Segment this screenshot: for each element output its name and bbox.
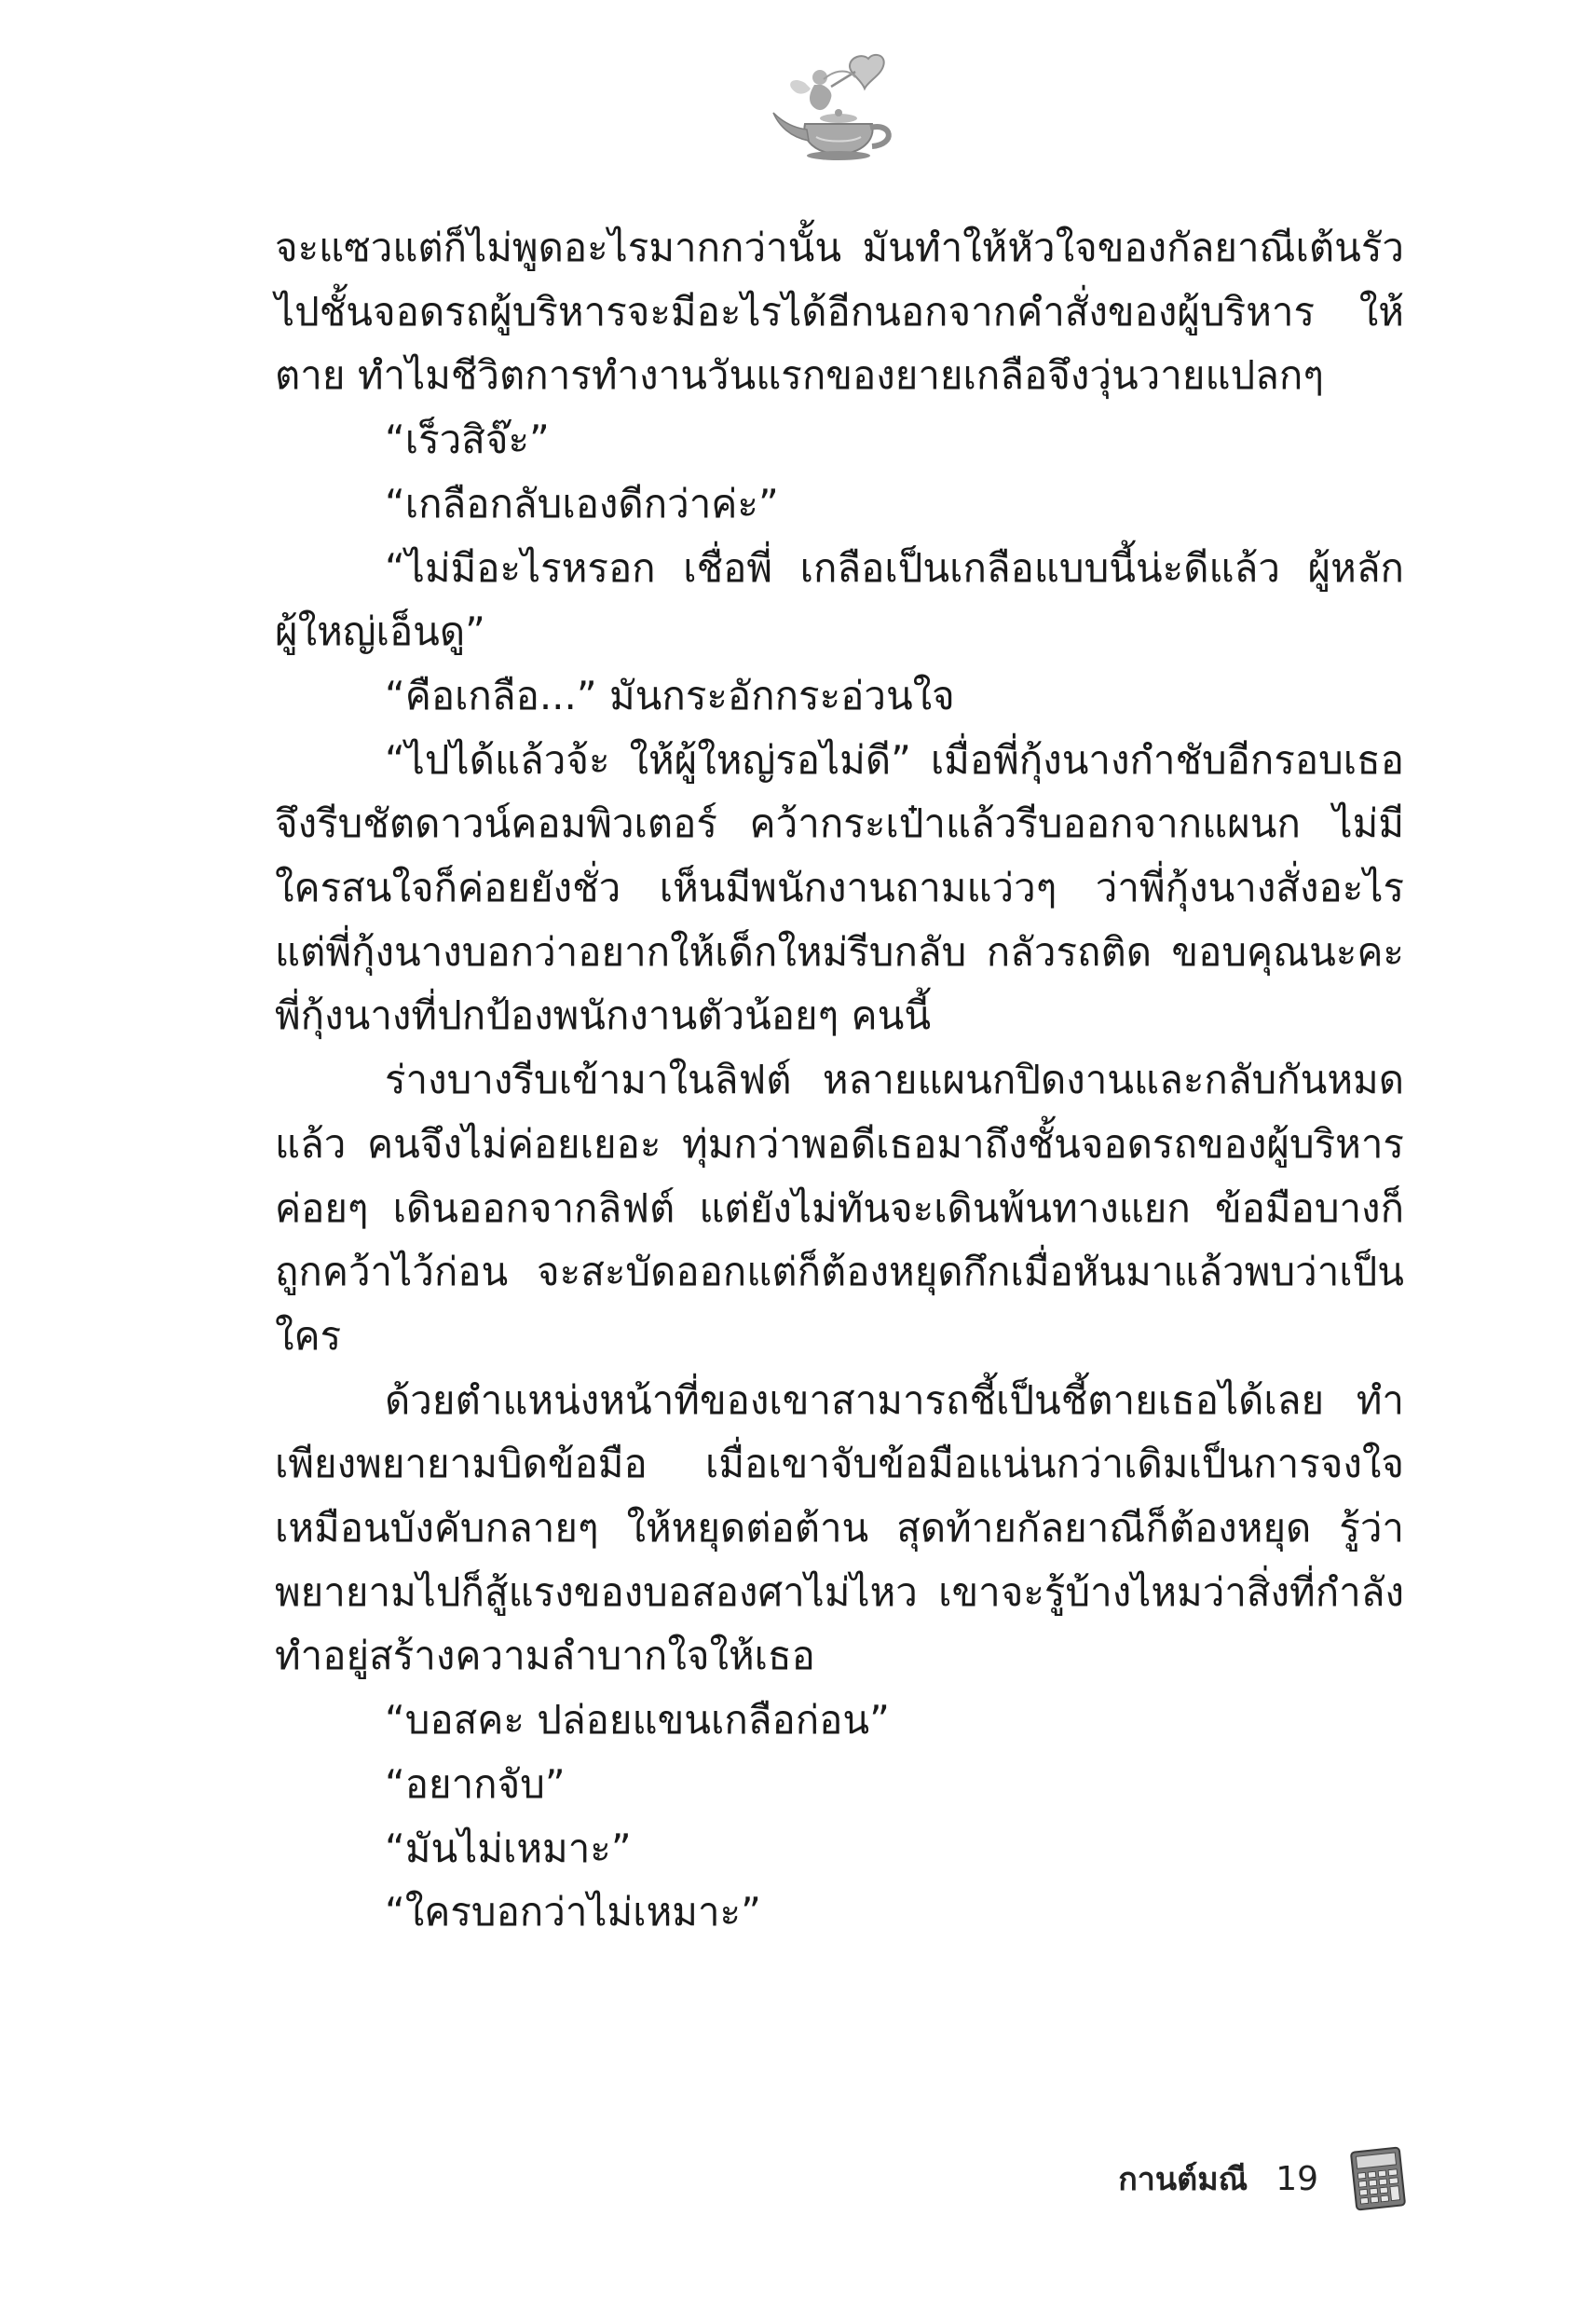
teapot-cupid-ornament-icon [764, 51, 904, 163]
paragraph: “อยากจับ” [385, 1760, 566, 1807]
paragraph: “ไม่มีอะไรหรอก เชื่อพี่ เกลือเป็นเกลือแบบนี้น่ะดีแล้ว ผู้หลักผู้ใหญ่เอ็นดู” [275, 544, 1404, 655]
author-name: กานต์มณี [1118, 2161, 1248, 2198]
paragraph: “มันไม่เหมาะ” [385, 1825, 632, 1871]
page-footer [1118, 2141, 1410, 2216]
paragraph: ด้วยตำแหน่งหน้าที่ของเขาสามารถชี้เป็นชี้ตายเธอได้เลย ทำเพียงพยายามบิดข้อมือ เมื่อเขาจับข้อมือแน่นกว่าเดิมเป็นการจงใจเหมือนบังคับกลายๆ ให้หยุดต่อต้าน สุดท้ายกัลยาณีก็ต้องหยุด รู้ว่าพยายามไปก็สู้แรงของบอสองศาไม่ไหว เขาจะรู้บ้างไหมว่าสิ่งที่กำลังทำอยู่สร้างความลำบากใจให้เธอ [275, 1376, 1404, 1679]
page-number: 19 [1275, 2159, 1318, 2198]
paragraph: “บอสคะ ปล่อยแขนเกลือก่อน” [385, 1697, 890, 1744]
paragraph: “ใครบอกว่าไม่เหมาะ” [385, 1889, 761, 1935]
paragraph: “ไปได้แล้วจ้ะ ให้ผู้ใหญ่รอไม่ดี” เมื่อพี่กุ้งนางกำชับอีกรอบเธอจึงรีบชัตดาวน์คอมพิวเตอร์ คว้ากระเป๋าแล้วรีบออกจากแผนก ไม่มีใครสนใจก็ค่อยยังชั่ว เห็นมีพนักงานถามแว่วๆ ว่าพี่กุ้งนางสั่งอะไร แต่พี่กุ้งนางบอกว่าอยากให้เด็กใหม่รีบกลับ กลัวรถติด ขอบคุณนะคะพี่กุ้งนางที่ปกป้องพนักงานตัวน้อยๆ คนนี้ [275, 736, 1404, 1039]
paragraph: “คือเกลือ...” มันกระอักกระอ่วนใจ [385, 672, 955, 718]
paragraph: จะแซวแต่ก็ไม่พูดอะไรมากกว่านั้น มันทำให้หัวใจของกัลยาณีเต้นรัว ไปชั้นจอดรถผู้บริหารจะมีอะไรได้อีกนอกจากคำสั่งของผู้บริหาร ให้ตาย ทำไมชีวิตการทำงานวันแรกของยายเกลือจึงวุ่นวายแปลกๆ [275, 225, 1404, 399]
body-text [275, 216, 1404, 1945]
calculator-icon [1346, 2144, 1410, 2213]
paragraph: “เร็วสิจ๊ะ” [385, 417, 550, 463]
paragraph: “เกลือกลับเองดีกว่าค่ะ” [385, 480, 779, 526]
paragraph: ร่างบางรีบเข้ามาในลิฟต์ หลายแผนกปิดงานและกลับกันหมดแล้ว คนจึงไม่ค่อยเยอะ ทุ่มกว่าพอดีเธอมาถึงชั้นจอดรถของผู้บริหาร ค่อยๆ เดินออกจากลิฟต์ แต่ยังไม่ทันจะเดินพ้นทางแยก ข้อมือบางก็ถูกคว้าไว้ก่อน จะสะบัดออกแต่ก็ต้องหยุดกึกเมื่อหันมาแล้วพบว่าเป็นใคร [275, 1057, 1404, 1359]
